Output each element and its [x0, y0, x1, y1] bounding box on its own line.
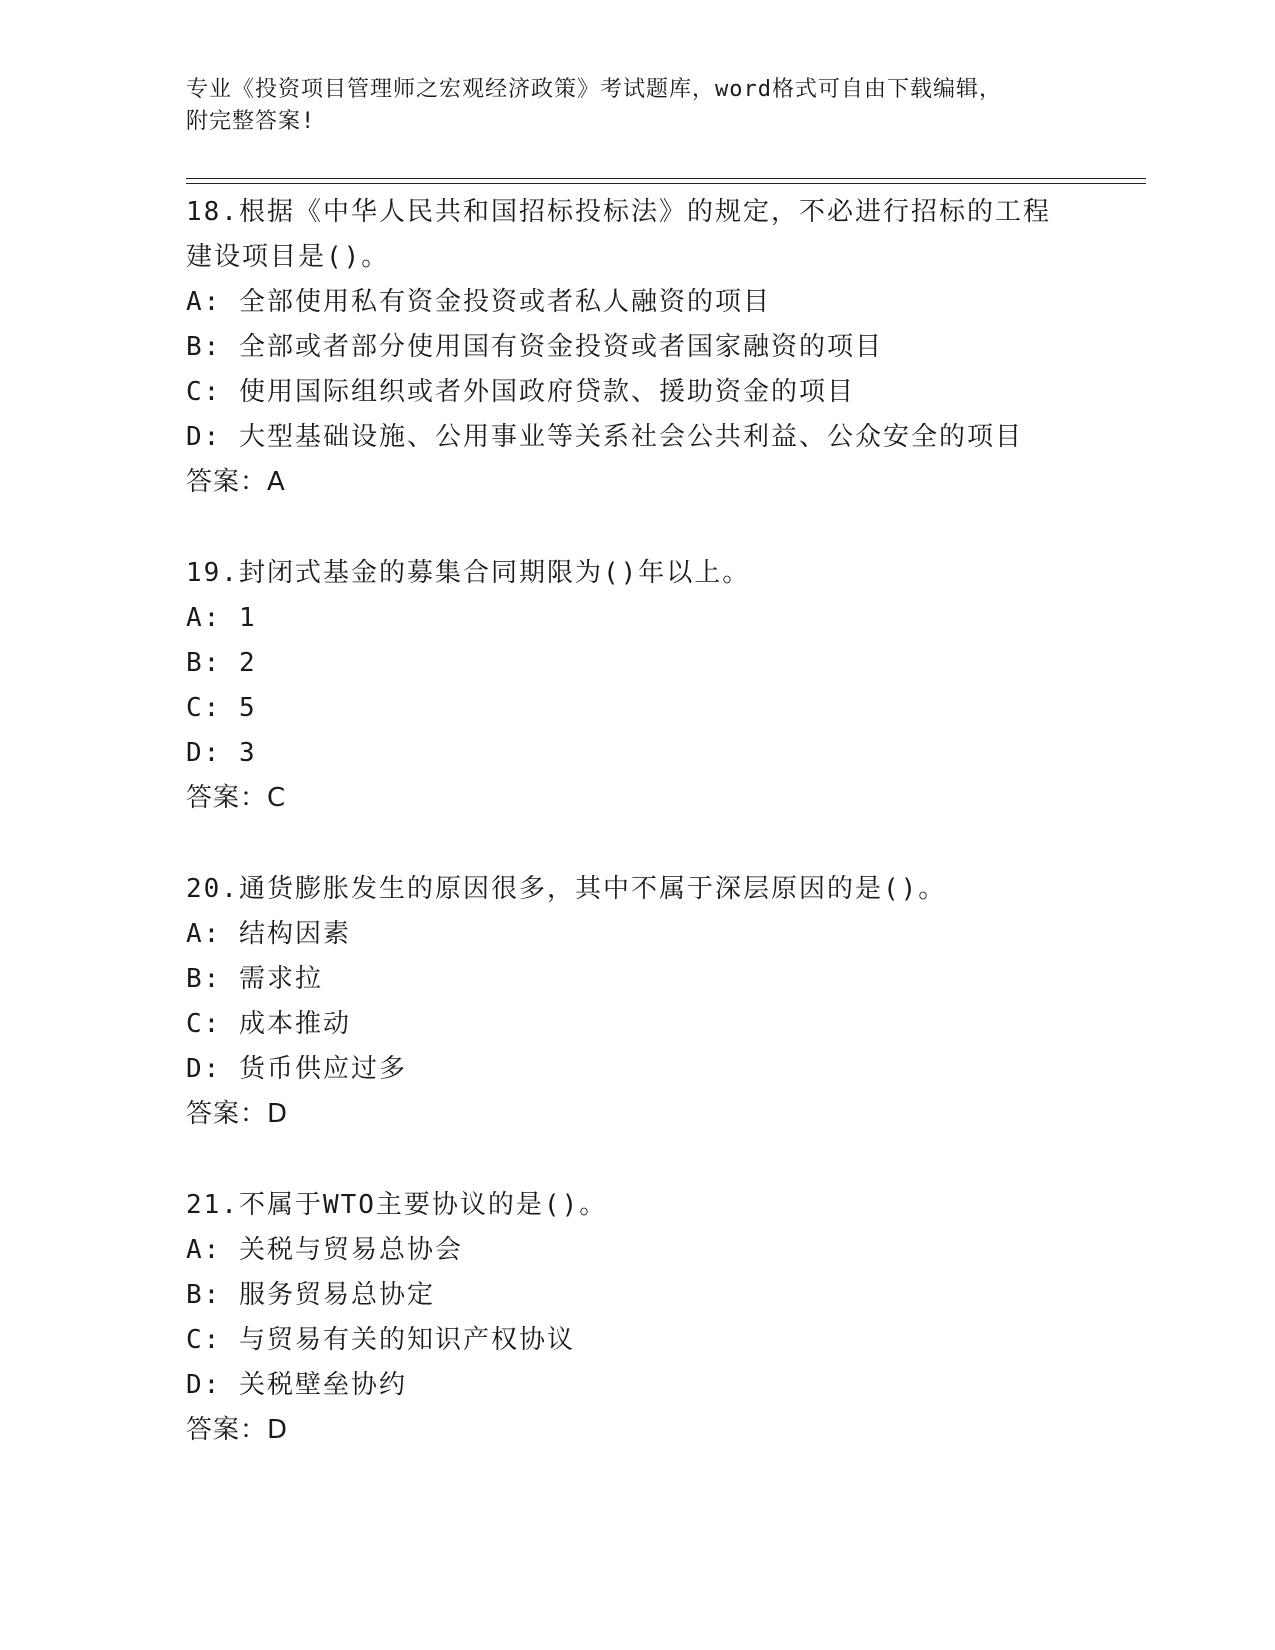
question-option: D: 大型基础设施、公用事业等关系社会公共利益、公众安全的项目 [186, 422, 1023, 452]
question-item [186, 551, 1126, 821]
question-option: A: 1 [186, 603, 257, 633]
question-spacer [186, 821, 1126, 867]
question-option: B: 需求拉 [186, 964, 323, 994]
question-option: C: 使用国际组织或者外国政府贷款、援助资金的项目 [186, 377, 855, 407]
question-stem: 18.根据《中华人民共和国招标投标法》的规定，不必进行招标的工程 [186, 197, 1051, 227]
question-answer: 答案：A [186, 467, 286, 497]
question-option: D: 关税壁垒协约 [186, 1370, 407, 1400]
question-answer: 答案：D [186, 1099, 289, 1129]
question-option: A: 结构因素 [186, 919, 351, 949]
header-line-1: 专业《投资项目管理师之宏观经济政策》考试题库，word格式可自由下载编辑， [186, 77, 1002, 102]
question-spacer [186, 1137, 1126, 1183]
document-header [186, 74, 1086, 138]
question-item [186, 190, 1126, 505]
question-option: B: 全部或者部分使用国有资金投资或者国家融资的项目 [186, 332, 883, 362]
question-option: B: 2 [186, 648, 257, 678]
question-stem: 21.不属于WTO主要协议的是()。 [186, 1190, 608, 1220]
question-spacer [186, 505, 1126, 551]
question-answer: 答案：D [186, 1415, 289, 1445]
question-stem: 建设项目是()。 [186, 242, 390, 272]
question-option: A: 关税与贸易总协会 [186, 1235, 463, 1265]
header-divider-bottom [186, 183, 1146, 184]
question-list [186, 190, 1126, 1453]
question-option: D: 3 [186, 738, 257, 768]
question-option: A: 全部使用私有资金投资或者私人融资的项目 [186, 287, 771, 317]
header-divider-top [186, 178, 1146, 179]
question-item [186, 867, 1126, 1137]
question-stem: 20.通货膨胀发生的原因很多，其中不属于深层原因的是()。 [186, 874, 947, 904]
question-option: C: 与贸易有关的知识产权协议 [186, 1325, 575, 1355]
question-option: D: 货币供应过多 [186, 1054, 407, 1084]
question-option: B: 服务贸易总协定 [186, 1280, 435, 1310]
question-answer: 答案：C [186, 783, 287, 813]
question-stem: 19.封闭式基金的募集合同期限为()年以上。 [186, 558, 751, 588]
question-option: C: 5 [186, 693, 257, 723]
question-option: C: 成本推动 [186, 1009, 351, 1039]
question-item [186, 1183, 1126, 1453]
header-line-2: 附完整答案! [186, 109, 316, 134]
